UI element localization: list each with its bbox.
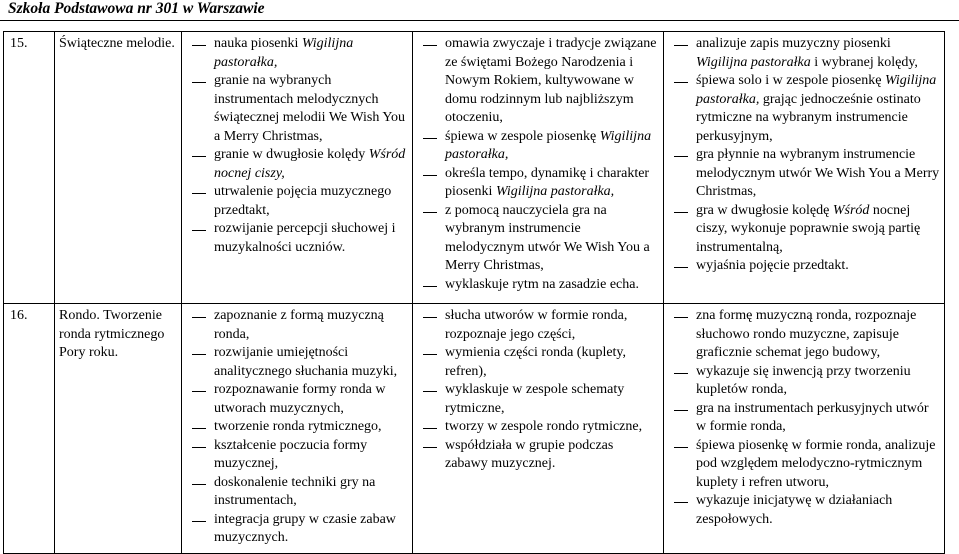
table-row [4, 32, 945, 304]
lesson-topic: Świąteczne melodie. [55, 32, 182, 304]
list-item [419, 35, 659, 128]
list-item [188, 344, 408, 381]
list-item [188, 220, 408, 257]
list-item [419, 165, 659, 202]
table-row [4, 304, 945, 554]
list-item [188, 146, 408, 183]
list-item [188, 183, 408, 220]
extended-requirements-cell [664, 304, 945, 554]
header-divider [0, 20, 959, 21]
list-item-text: śpiewa solo i w zespole piosenkę [696, 73, 885, 88]
basic-requirements-cell [413, 32, 664, 304]
work-title: Wigilijna pastorałka, [696, 73, 937, 107]
list-item [670, 437, 940, 493]
lesson-topic: Rondo. Tworzenie ronda rytmicznego Pory roku. [55, 304, 182, 554]
list-item [188, 418, 408, 437]
basic-requirements-cell [413, 304, 664, 554]
list-item [188, 437, 408, 474]
list-item [188, 381, 408, 418]
work-title: Wigilijna pastorałka, [214, 36, 354, 70]
list-item-text: wymienia części ronda (kuplety, refren), [445, 345, 627, 379]
list-item-text: określa tempo, dynamikę i charakter piosenki [445, 165, 650, 199]
list-item-text: grając jednocześnie ostinato rytmiczne na wybranym instrumencie perkusyjnym, [696, 91, 921, 144]
list-item [670, 307, 940, 363]
goals-cell [182, 304, 413, 554]
list-item-text: wykazuje się inwencją przy tworzeniu kupletów ronda, [696, 363, 911, 397]
list-item-text: nauka piosenki [214, 36, 302, 51]
list-item [419, 418, 659, 437]
list-item [419, 128, 659, 165]
list-item [670, 35, 940, 72]
list-item-text: tworzenie ronda rytmicznego, [214, 419, 382, 434]
list-item-text: wyklaskuje w zespole schematy rytmiczne, [445, 382, 625, 416]
work-title: Wśród nocnej ciszy, [214, 147, 406, 181]
list-item [670, 72, 940, 146]
list-item-text: rozwijanie umiejętności analitycznego słuchania muzyki, [214, 345, 398, 379]
list-item [670, 202, 940, 258]
list-item-text: i wybranej kolędy, [810, 54, 918, 70]
list-item [188, 511, 408, 548]
list-item [188, 72, 408, 146]
list-item [670, 400, 940, 437]
curriculum-table [3, 31, 945, 554]
list-item-text: utrwalenie pojęcia muzycznego przedtakt, [214, 184, 392, 218]
list-item [419, 437, 659, 474]
list-item [419, 344, 659, 381]
list-item [419, 202, 659, 276]
list-item [188, 474, 408, 511]
list-item-text: zapoznanie z formą muzyczną ronda, [214, 308, 384, 342]
work-title: Wigilijna pastorałka, [495, 184, 615, 199]
list-item-text: współdziała w grupie podczas zabawy muzycznej. [445, 437, 614, 471]
list-item-text: omawia zwyczaje i tradycje związane ze świętami Bożego Narodzenia i Nowym Rokiem, kultywowane w domu rodzinnym lub najbliższym otoczeniu, [445, 36, 657, 125]
list-item-text: gra płynnie na wybranym instrumencie melodycznym utwór We Wish You a Merry Christmas, [696, 147, 940, 199]
list-item [670, 146, 940, 202]
list-item-text: granie w dwugłosie kolędy [214, 147, 369, 162]
list-item-text: nocnej ciszy, wykonuje poprawnie swoją partię instrumentalną, [696, 202, 921, 255]
list-item-text: integracja grupy w czasie zabaw muzycznych. [214, 511, 396, 545]
list-item-text: analizuje zapis muzyczny piosenki [696, 36, 891, 51]
list-item [670, 257, 940, 276]
work-title: Wśród [832, 202, 870, 218]
list-item-text: kształcenie poczucia formy muzycznej, [214, 437, 368, 471]
list-item-text: rozwijanie percepcji słuchowej i muzykalności uczniów. [214, 221, 396, 255]
list-item [188, 307, 408, 344]
list-item-text: gra na instrumentach perkusyjnych utwór w formie ronda, [696, 400, 929, 434]
list-item-text: śpiewa w zespole piosenkę [445, 128, 600, 144]
lesson-number: 15. [4, 32, 55, 304]
list-item [419, 381, 659, 418]
list-item-text: wyjaśnia pojęcie przedtakt. [696, 258, 849, 273]
list-item-text: wyklaskuje rytm na zasadzie echa. [445, 276, 639, 292]
list-item-text: z pomocą nauczyciela gra na wybranym instrumencie melodycznym utwór We Wish You a Merry Christmas, [445, 202, 650, 273]
list-item-text: słucha utworów w formie ronda, rozpoznaje jego części, [445, 308, 628, 342]
list-item [670, 492, 940, 529]
list-item-text: zna formę muzyczną ronda, rozpoznaje słuchowo rondo muzyczne, zapisuje graficznie schemat jego budowy, [696, 308, 917, 360]
list-item-text: rozpoznawanie formy ronda w utworach muzycznych, [214, 382, 386, 416]
page-header: Szkoła Podstawowa nr 301 w Warszawie [8, 0, 265, 17]
work-title: Wigilijna pastorałka, [445, 128, 652, 162]
list-item-text: śpiewa piosenkę w formie ronda, analizuje pod względem melodyczno-rytmicznym kuplety i refren utworu, [696, 437, 936, 490]
lesson-number: 16. [4, 304, 55, 554]
list-item [419, 276, 659, 295]
list-item [670, 363, 940, 400]
list-item-text: granie na wybranych instrumentach melodycznych świątecznej melodii We Wish You a Merry Christmas, [214, 73, 406, 144]
work-title: Wigilijna pastorałka [696, 54, 811, 70]
list-item [419, 307, 659, 344]
goals-cell [182, 32, 413, 304]
list-item-text: gra w dwugłosie kolędę [696, 202, 833, 218]
extended-requirements-cell [664, 32, 945, 304]
list-item [188, 35, 408, 72]
list-item-text: tworzy w zespole rondo rytmiczne, [445, 419, 643, 434]
list-item-text: doskonalenie techniki gry na instrumentach, [214, 474, 376, 508]
list-item-text: wykazuje inicjatywę w działaniach zespołowych. [696, 493, 893, 527]
